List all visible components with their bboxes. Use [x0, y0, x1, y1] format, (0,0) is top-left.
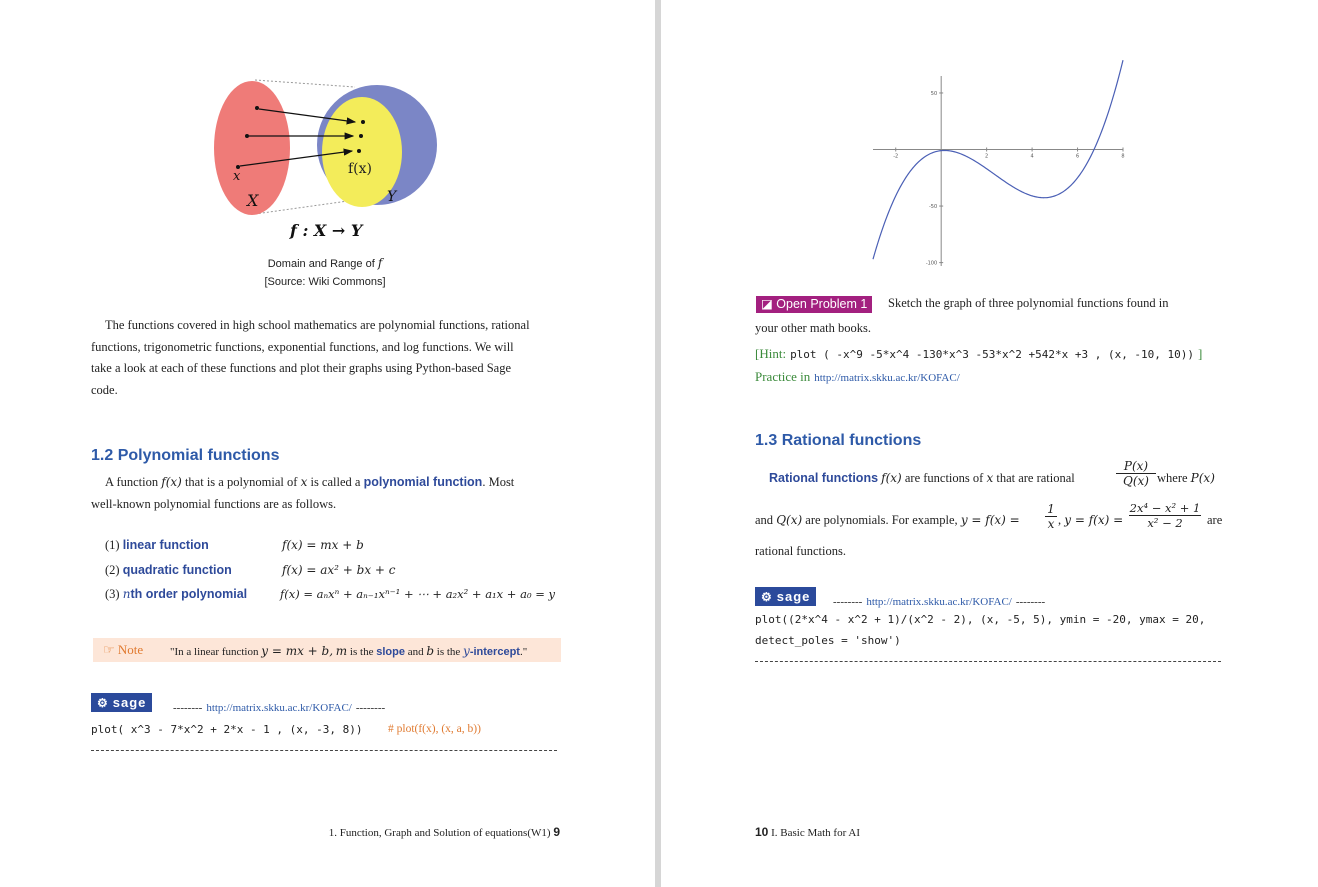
fraction-pq: [1116, 459, 1156, 488]
sage-logo-text: sage: [112, 695, 147, 710]
hint-open: [Hint:: [755, 346, 787, 361]
fraction-1-over-x: [1045, 502, 1057, 531]
list-formula: f(x) = aₙxⁿ + aₙ₋₁xⁿ⁻¹ + ⋯ + a₂x² + a₁x + a₀ = y: [280, 587, 556, 601]
math: m: [335, 644, 348, 658]
sage-code-line2: detect_poles = 'show'): [755, 634, 901, 647]
sage-link-row: [833, 592, 1045, 610]
figure-caption: [175, 254, 475, 291]
dashes: --------: [173, 702, 203, 714]
footer-text: 1. Function, Graph and Solution of equations(W1): [328, 827, 551, 839]
page-footer-right: [755, 825, 860, 839]
sage-gear-icon: ⚙: [97, 696, 109, 710]
math: y: [463, 644, 470, 658]
text: where: [1157, 471, 1188, 485]
rational-last-line: rational functions.: [755, 544, 846, 558]
keyword-polynomial-function: polynomial function: [363, 475, 483, 489]
dashed-divider: [91, 750, 557, 751]
note-text: [170, 644, 527, 658]
range-point: [361, 120, 365, 124]
text: well-known polynomial functions are as follows.: [91, 496, 337, 511]
text: that are rational: [996, 471, 1075, 485]
polynomial-plot: [873, 76, 1123, 266]
practice-url-link[interactable]: http://matrix.skku.ac.kr/KOFAC/: [814, 372, 960, 384]
fraction-denominator: x² − 2: [1147, 516, 1183, 530]
fraction-denominator: Q(x): [1123, 474, 1149, 488]
domain-point: [255, 106, 259, 110]
list-item: [105, 538, 209, 553]
set-y-label: Y: [387, 189, 397, 205]
open-problem-badge: [756, 296, 872, 313]
sage-logo-text: sage: [776, 589, 811, 604]
page-number: 10: [755, 825, 769, 839]
x-tick-label: 8: [1121, 153, 1125, 160]
sage-code: plot( x^3 - 7*x^2 + 2*x - 1 , (x, -3, 8)): [91, 723, 363, 736]
math: x: [986, 471, 994, 485]
text: . Most: [482, 475, 515, 489]
range-point: [357, 149, 361, 153]
list-number: (2): [105, 563, 120, 577]
polynomial-intro: [91, 472, 561, 515]
y-tick-label: -100: [925, 260, 938, 267]
x-element-label: x: [233, 169, 241, 184]
intro-line: take a look at each of these functions and plot their graphs using Python-based Sage: [91, 361, 512, 375]
section-title-rational: 1.3 Rational functions: [755, 432, 922, 449]
x-tick-label: 4: [1030, 153, 1034, 160]
text: and: [407, 646, 424, 658]
pencil-icon: ◪: [761, 297, 773, 311]
practice-text: Practice in: [755, 369, 811, 384]
note-hand-icon: ☞: [103, 642, 115, 657]
page-number: 9: [553, 825, 560, 839]
list-item: [105, 563, 232, 578]
dashes: --------: [355, 702, 386, 714]
caption-source: [Source: Wiki Commons]: [264, 276, 386, 288]
list-name: quadratic function: [122, 563, 232, 577]
math: P(x): [1190, 471, 1215, 485]
list-number: (3): [105, 587, 120, 601]
caption-text: Domain and Range of: [267, 258, 375, 270]
text: "In a linear function: [170, 646, 259, 658]
keyword-slope: slope: [376, 646, 405, 658]
note-label: [103, 642, 143, 658]
section-title-polynomial: 1.2 Polynomial functions: [91, 447, 280, 464]
text: and: [755, 513, 774, 527]
x-tick-label: -2: [893, 153, 899, 160]
rational-line2: [755, 510, 1020, 532]
math: b: [426, 644, 435, 658]
rational-where: [1157, 468, 1215, 490]
list-formula: f(x) = ax² + bx + c: [282, 563, 396, 577]
open-problem-label: Open Problem 1: [776, 297, 868, 311]
sage-url-link[interactable]: http://matrix.skku.ac.kr/KOFAC/: [866, 596, 1012, 608]
fraction-numerator: 2x⁴ − x² + 1: [1129, 501, 1201, 515]
keyword-rational-functions: Rational functions: [769, 471, 879, 485]
keyword-intercept: -intercept: [469, 646, 520, 658]
sage-code-line1: plot((2*x^4 - x^2 + 1)/(x^2 - 2), (x, -5, 5), ymin = -20, ymax = 20,: [755, 613, 1206, 626]
sage-url-link[interactable]: http://matrix.skku.ac.kr/KOFAC/: [206, 702, 352, 714]
rational-line1: [769, 468, 1075, 490]
polynomial-curve: [873, 60, 1123, 259]
text: is the: [349, 646, 374, 658]
list-number: (1): [105, 538, 120, 552]
math: f(x): [881, 471, 902, 485]
open-problem-text-line2: your other math books.: [755, 321, 871, 335]
list-item: [105, 587, 247, 602]
sage-link-row: [173, 698, 385, 716]
hint-code: plot ( -x^9 -5*x^4 -130*x^3 -53*x^2 +542*x +3 , (x, -10, 10)): [790, 348, 1195, 361]
math-x: x: [300, 475, 308, 489]
sage-gear-icon: ⚙: [761, 590, 773, 604]
math: y = f(x) =: [960, 513, 1020, 527]
text: A function: [105, 475, 159, 489]
math: y = mx + b,: [261, 644, 334, 658]
rational-are: are: [1207, 513, 1223, 527]
rational-ex2-lhs: [1058, 510, 1123, 532]
text: are functions of: [904, 471, 984, 485]
intro-paragraph: [91, 315, 561, 401]
note-label-text: Note: [117, 642, 144, 657]
hint-row: [755, 345, 1202, 363]
text: that is a polynomial of: [184, 475, 298, 489]
sage-comment: # plot(f(x), (x, a, b)): [388, 723, 481, 735]
intro-line: code.: [91, 382, 118, 397]
text: are polynomials. For example,: [805, 513, 958, 527]
domain-point: [245, 134, 249, 138]
dashes: --------: [833, 596, 863, 608]
range-point: [359, 134, 363, 138]
left-page: [0, 0, 655, 887]
hint-close: ]: [1198, 346, 1203, 361]
projection-line-top: [255, 80, 355, 87]
intro-line: The functions covered in high school mathematics are polynomial functions, rational: [105, 318, 530, 332]
dashes: --------: [1015, 596, 1046, 608]
footer-text: I. Basic Math for AI: [771, 827, 861, 839]
math-fx: f(x): [161, 475, 182, 489]
fx-label: f(x): [348, 161, 373, 177]
fraction-numerator: 1: [1045, 502, 1057, 517]
y-tick-label: -50: [929, 204, 938, 211]
mapping-label: f : X → Y: [290, 221, 363, 240]
open-problem-text-line1: Sketch the graph of three polynomial functions found in: [888, 296, 1169, 310]
list-name-n: n: [122, 587, 131, 601]
practice-row: [755, 368, 960, 386]
caption-f: f: [377, 256, 383, 270]
fraction-example-2: [1129, 501, 1201, 530]
fraction-denominator: x: [1047, 517, 1055, 531]
right-page: [661, 0, 1318, 887]
list-name: th order polynomial: [130, 587, 248, 601]
page-footer-left: [329, 825, 560, 839]
text: is the: [436, 646, 461, 658]
intro-line: functions, trigonometric functions, exponential functions, and log functions. We will: [91, 339, 514, 354]
list-name: linear function: [122, 538, 209, 552]
sage-logo: [91, 693, 152, 712]
text: ,: [1058, 513, 1062, 527]
x-tick-label: 2: [985, 153, 989, 160]
domain-range-figure: [205, 72, 445, 252]
list-formula: f(x) = mx + b: [282, 538, 364, 552]
math: Q(x): [776, 513, 803, 527]
set-x-label: X: [247, 191, 259, 210]
x-tick-label: 6: [1075, 153, 1080, 160]
sage-logo: [755, 587, 816, 606]
fraction-numerator: P(x): [1116, 459, 1156, 474]
text: .": [519, 646, 528, 658]
math: y = f(x) =: [1064, 513, 1124, 527]
text: is called a: [310, 475, 361, 489]
y-tick-label: 50: [930, 90, 938, 97]
dashed-divider: [755, 661, 1221, 662]
